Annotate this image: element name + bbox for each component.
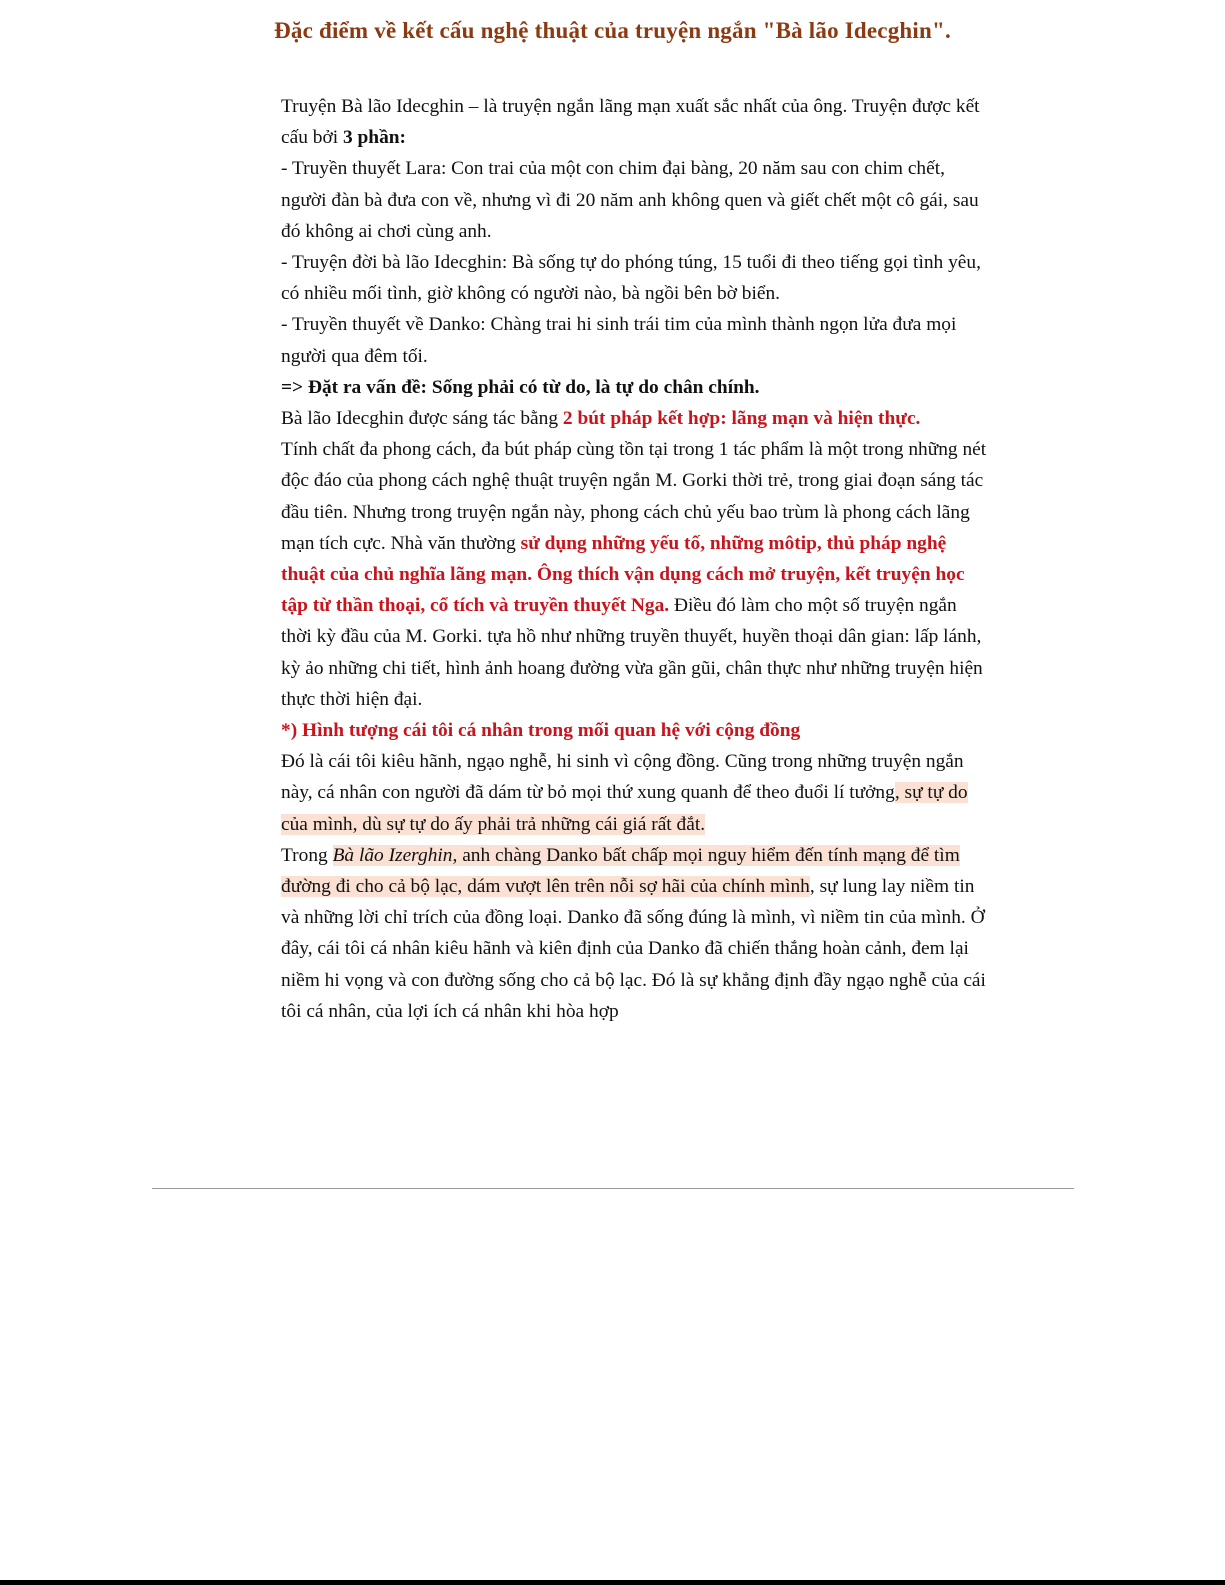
intro-text: Truyện Bà lão Idecghin – là truyện ngắn lãng mạn xuất sắc nhất của ông. Truyện được kết cấu bởi (281, 96, 980, 149)
paragraph-lara: - Truyền thuyết Lara: Con trai của một con chim đại bàng, 20 năm sau con chim chết, người đàn bà đưa con về, nhưng vì đi 20 năm anh không quen và giết chết một cô gái, sau đó không ai chơi cùng anh. (281, 158, 979, 242)
italic-title: Bà lão Izerghin (332, 844, 453, 866)
style-text: Tính chất đa phong cách, đa bút pháp cùng tồn tại trong 1 tác phẩm là một trong những nét độc đáo của phong cách nghệ thuật truyện ngắn M. Gorki thời trẻ, trong giai đoạn sáng tác đầu tiên. Nhưng trong truyện ngắn này, phong cách chủ yếu bao trùm là phong cách lãng mạn tích cực. Nhà văn thường (281, 439, 987, 554)
page-divider (152, 1188, 1074, 1189)
paragraph-individual (281, 746, 987, 840)
page-title: Đặc điểm về kết cấu nghệ thuật của truyện ngắn "Bà lão Idecghin". (274, 18, 951, 43)
technique-text: Bà lão Idecghin được sáng tác bằng (281, 408, 563, 430)
bottom-edge-bar (0, 1580, 1225, 1585)
technique-emphasis: 2 bút pháp kết hợp: lãng mạn và hiện thực. (562, 408, 921, 430)
paragraph-idecghin: - Truyện đời bà lão Idecghin: Bà sống tự do phóng túng, 15 tuổi đi theo tiếng gọi tình yêu, có nhiều mối tình, giờ không có người nào, bà ngồi bên bờ biển. (281, 252, 981, 305)
paragraph-intro (281, 91, 987, 153)
paragraph-conclusion: => Đặt ra vấn đề: Sống phải có từ do, là tự do chân chính. (281, 376, 760, 398)
danko-text-end: , sự lung lay niềm tin và những lời chỉ trích của đồng loại. Danko đã sống đúng là mình, vì niềm tin của mình. Ở đây, cái tôi cá nhân kiêu hãnh và kiên định của Danko đã chiến thắng hoàn cảnh, đem lại niềm hi vọng và con đường sống cho cả bộ lạc. Đó là sự khẳng định đầy ngạo nghễ của cái tôi cá nhân, của lợi ích cá nhân khi hòa hợp (281, 876, 986, 1022)
highlighted-text: , anh chàng Danko bất chấp mọi nguy hiểm đến tính mạng để tìm đường đi cho cả bộ lạc, dám vượt lên trên nỗi sợ hãi của chính mình (281, 844, 960, 898)
intro-bold-text: 3 phần: (342, 127, 407, 149)
style-emphasis: sử dụng những yếu tố, những môtip, thủ pháp nghệ thuật của chủ nghĩa lãng mạn. Ông thích vận dụng cách mở truyện, kết truyện học tập từ thần thoại, cổ tích và truyền thuyết Nga. (281, 532, 965, 617)
danko-text-start: Trong (281, 844, 333, 866)
highlighted-text: , sự tự do của mình, dù sự tự do ấy phải trả những cái giá rất đắt. (281, 782, 968, 835)
document-body (281, 91, 987, 1027)
paragraph-danko-analysis (281, 840, 987, 1027)
paragraph-danko: - Truyền thuyết về Danko: Chàng trai hi sinh trái tim của mình thành ngọn lửa đưa mọi người qua đêm tối. (281, 314, 957, 367)
individual-text: Đó là cái tôi kiêu hãnh, ngạo nghễ, hi sinh vì cộng đồng. Cũng trong những truyện ngắn này, cá nhân con người đã dám từ bỏ mọi thứ xung quanh để theo đuổi lí tưởng (281, 751, 964, 804)
paragraph-technique (281, 403, 987, 434)
section-heading: *) Hình tượng cái tôi cá nhân trong mối quan hệ với cộng đồng (281, 720, 801, 742)
style-text-end: Điều đó làm cho một số truyện ngắn thời kỳ đầu của M. Gorki. tựa hồ như những truyền thuyết, huyền thoại dân gian: lấp lánh, kỳ ảo những chi tiết, hình ảnh hoang đường vừa gần gũi, chân thực như những truyện hiện thực thời hiện đại. (281, 595, 983, 710)
paragraph-style (281, 434, 987, 715)
